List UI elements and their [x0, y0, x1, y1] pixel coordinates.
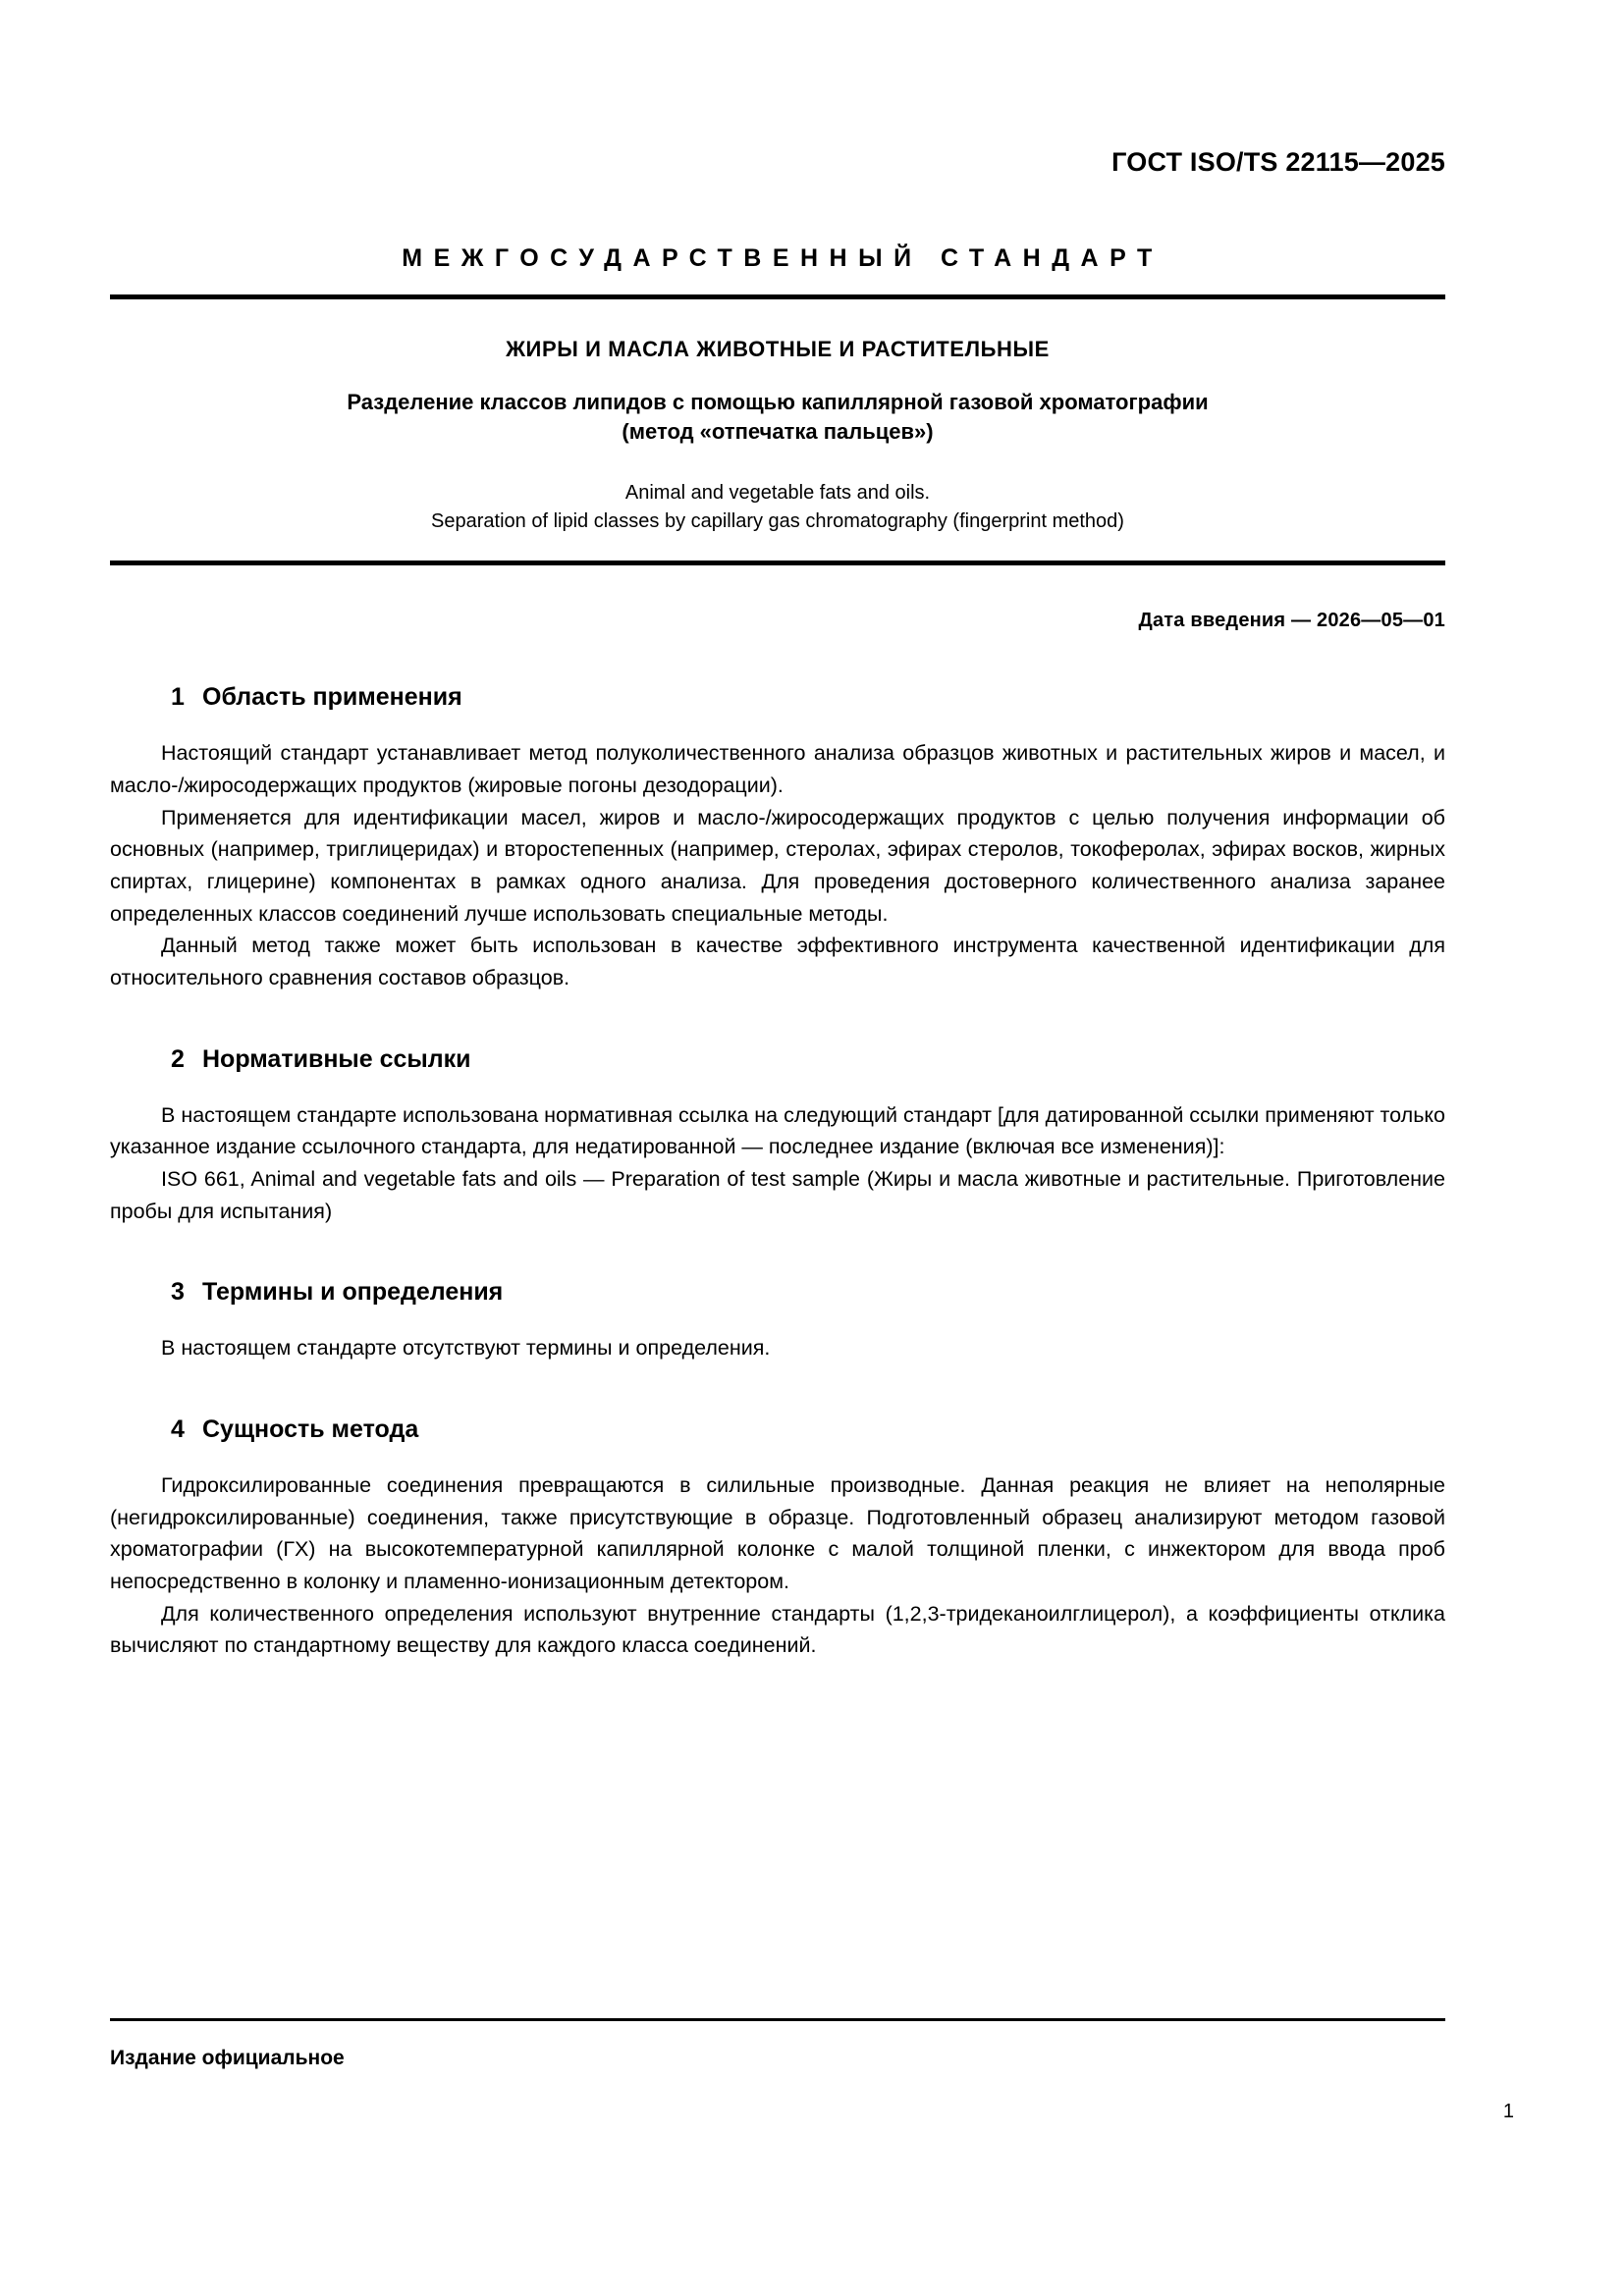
header-rule-bottom [110, 561, 1445, 565]
header-rule-top [110, 294, 1445, 299]
title-sub [110, 388, 1445, 446]
section-1 [110, 683, 1445, 712]
paragraph: В настоящем стандарте использована нормативная ссылка на следующий стандарт [для датированной ссылки применяют только указанное издание ссылочного стандарта, для недатированной — последнее издание (включая все изменения)]: [110, 1102, 1445, 1159]
standard-word: МЕЖГОСУДАРСТВЕННЫЙ СТАНДАРТ [402, 244, 1164, 272]
section-3-body [110, 1332, 1445, 1364]
title-english [110, 479, 1445, 536]
title-en-line2: Separation of lipid classes by capillary gas chromatography (fingerprint method) [431, 510, 1124, 533]
section-3-number: 3 [171, 1278, 185, 1307]
paragraph: Для количественного определения используют внутренние стандарты (1,2,3-тридеканоилглицерол), а коэффициенты отклика вычисляют по стандартному веществу для каждого класса соединений. [110, 1601, 1445, 1658]
section-1-heading [171, 683, 1445, 712]
paragraph: Гидроксилированные соединения превращаются в силильные производные. Данная реакция не влияет на неполярные (негидроксилированные) соединения, также присутствующие в образце. Подготовленный образец анализируют методом газовой хроматографии (ГХ) на высокотемпературной капиллярной колонке с малой толщиной пленки, с инжектором для ввода проб непосредственно в колонку и пламенно-ионизационным детектором. [110, 1473, 1445, 1594]
document-code: ГОСТ ISO/TS 22115—2025 [1111, 147, 1445, 177]
section-4-heading [171, 1415, 1445, 1444]
paragraph: В настоящем стандарте отсутствуют термины и определения. [161, 1336, 771, 1361]
introduction-date: Дата введения — 2026—05—01 [1138, 610, 1445, 632]
section-4-title: Сущность метода [202, 1415, 419, 1444]
paragraph: ISO 661, Animal and vegetable fats and oils — Preparation of test sample (Жиры и масла животные и растительные. Приготовление пробы для испытания) [110, 1167, 1445, 1223]
section-2-heading [171, 1045, 1445, 1074]
section-2-body [110, 1099, 1445, 1228]
section-2-title: Нормативные ссылки [202, 1044, 471, 1073]
section-3-heading [171, 1278, 1445, 1307]
paragraph: Настоящий стандарт устанавливает метод полуколичественного анализа образцов животных и растительных жиров и масел, и масло-/жиросодержащих продуктов (жировые погоны дезодорации). [110, 741, 1445, 798]
section-4-body [110, 1469, 1445, 1662]
official-edition-label: Издание официальное [110, 2047, 345, 2069]
section-4-number: 4 [171, 1415, 185, 1444]
title-main: ЖИРЫ И МАСЛА ЖИВОТНЫЕ И РАСТИТЕЛЬНЫЕ [506, 337, 1050, 361]
title-sub-line2: (метод «отпечатка пальцев») [622, 418, 934, 444]
title-en-line1: Animal and vegetable fats and oils. [624, 482, 931, 505]
section-4 [110, 1415, 1445, 1444]
paragraph: Данный метод также может быть использован в качестве эффективного инструмента качественной идентификации для относительного сравнения составов образцов. [110, 934, 1445, 990]
page-content [110, 0, 1445, 1662]
section-1-title: Область применения [202, 683, 462, 712]
section-2 [110, 1045, 1445, 1074]
title-sub-line1: Разделение классов липидов с помощью капиллярной газовой хроматографии [347, 390, 1209, 414]
section-3-title: Термины и определения [202, 1278, 504, 1307]
section-2-number: 2 [171, 1044, 185, 1073]
paragraph: Применяется для идентификации масел, жиров и масло-/жиросодержащих продуктов с целью получения информации об основных (например, триглицеридах) и второстепенных (например, стеролах, эфирах стеролов, токоферолах, эфирах восков, жирных спиртах, глицерине) компонентах в рамках одного анализа. Для проведения достоверного количественного анализа заранее определенных классов соединений лучше использовать специальные методы. [110, 805, 1445, 926]
page-number: 1 [1502, 2101, 1514, 2122]
section-3 [110, 1278, 1445, 1307]
section-1-body [110, 737, 1445, 993]
footer-rule [110, 2018, 1445, 2021]
title-block [110, 337, 1445, 536]
section-1-number: 1 [171, 683, 185, 712]
